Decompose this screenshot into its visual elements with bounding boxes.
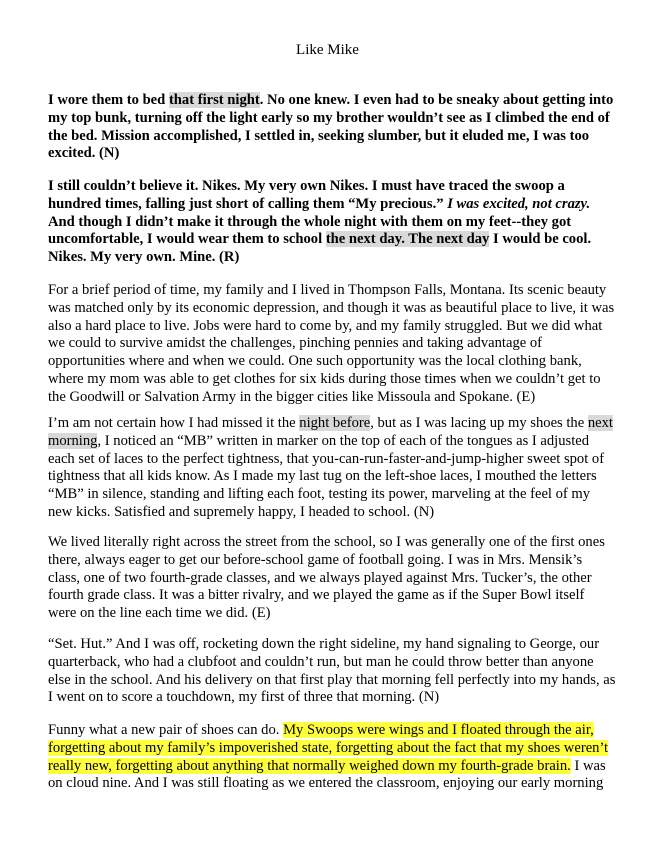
paragraph-3 xyxy=(48,282,614,407)
text-line xyxy=(48,504,614,522)
text-line xyxy=(48,371,614,389)
text-line xyxy=(48,672,614,690)
text-run: excited. (N) xyxy=(48,145,120,162)
text-run: class, one of two fourth-grade classes, and we always played against Mrs. Tucker’s, the other xyxy=(48,569,592,586)
text-run: hundred times, falling just short of calling them “My precious.” xyxy=(48,195,448,212)
text-run: I was xyxy=(570,757,606,774)
text-run: we could to survive amidst the challenges, pinching pennies and taking advantage of xyxy=(48,335,543,352)
text-line xyxy=(48,196,614,214)
text-line xyxy=(48,110,614,128)
text-run: And though I didn’t make it through the whole night with them on my feet--they got xyxy=(48,213,572,230)
text-line xyxy=(48,433,614,451)
text-run: my top bunk, turning off the light early so my brother wouldn’t see as I climbed the end of xyxy=(48,109,610,126)
text-run: “Set. Hut.” And I was off, rocketing down the right sideline, my hand signaling to George, our xyxy=(48,636,600,652)
document-title: Like Mike xyxy=(296,42,359,58)
paragraph-6 xyxy=(48,636,614,707)
text-run: . No one knew. I even had to be sneaky about getting into xyxy=(259,92,614,108)
paragraph-5 xyxy=(48,534,614,623)
gray-highlight: next xyxy=(587,415,613,431)
text-line xyxy=(48,758,614,776)
text-run: fourth grade class. It was a bitter rivalry, and we played the game as if the Super Bowl itself xyxy=(48,587,585,604)
text-run: I wore them to bed xyxy=(48,92,169,108)
yellow-highlight: forgetting about my family’s impoverished state, forgetting about the fact that my shoes weren’t xyxy=(48,739,609,756)
text-run: I still couldn’t believe it. Nikes. My very own Nikes. I must have traced the swoop a xyxy=(48,178,565,194)
text-run: For a brief period of time, my family and I lived in Thompson Falls, Montana. Its scenic beauty xyxy=(48,282,607,298)
text-line xyxy=(48,636,614,654)
text-run: else in the school. And his delivery on that first play that morning fell perfectly into my hands, as xyxy=(48,671,616,688)
text-line xyxy=(48,318,614,336)
text-run: We lived literally right across the street from the school, so I was generally one of the first ones xyxy=(48,534,605,550)
text-run: tightness that all kids know. As I made my last tug on the left-shoe laces, I mouthed the letters xyxy=(48,468,597,485)
text-line xyxy=(48,128,614,146)
text-run: where my mom was able to get clothes for six kids during those times when we couldn’t get to xyxy=(48,370,601,387)
text-line xyxy=(48,534,614,552)
text-run: the Goodwill or Salvation Army in the bigger cities like Missoula and Spokane. (E) xyxy=(48,388,536,405)
text-line xyxy=(48,654,614,672)
paragraph-2 xyxy=(48,178,614,267)
paragraph-4 xyxy=(48,415,614,522)
text-run: I would be cool. xyxy=(489,231,592,248)
text-line xyxy=(48,353,614,371)
text-run: uncomfortable, I would wear them to school xyxy=(48,231,326,248)
text-line xyxy=(48,486,614,504)
yellow-highlight: really new, forgetting about anything that normally weighed down my fourth-grade brain. xyxy=(48,757,571,774)
yellow-highlight: My Swoops were wings and I floated through the air, xyxy=(283,722,594,738)
text-line xyxy=(48,214,614,232)
italic-text: I was excited, not crazy. xyxy=(447,195,591,212)
text-run: , but as I was lacing up my shoes the xyxy=(370,415,588,431)
text-line xyxy=(48,92,614,110)
text-line xyxy=(48,231,614,249)
text-line xyxy=(48,570,614,588)
gray-highlight: night before xyxy=(299,415,371,431)
text-run: “MB” in silence, standing and lifting each foot, testing its power, marveling at the feel of my xyxy=(48,486,591,503)
text-line xyxy=(48,249,614,267)
text-run: new kicks. Satisfied and supremely happy, I headed to school. (N) xyxy=(48,503,435,520)
text-line xyxy=(48,389,614,407)
paragraph-7 xyxy=(48,722,614,793)
text-run: Nikes. My very own. Mine. (R) xyxy=(48,249,240,266)
text-line xyxy=(48,775,614,793)
text-run: there, always eager to get our before-school game of football going. I was in Mrs. Mensik’s xyxy=(48,551,583,568)
gray-highlight: the next day. The next day xyxy=(325,231,490,248)
text-line xyxy=(48,451,614,469)
text-run: on cloud nine. And I was still floating as we entered the classroom, enjoying our early morning xyxy=(48,775,604,792)
gray-highlight: that first night xyxy=(168,92,260,108)
gray-highlight: morning xyxy=(48,432,98,449)
text-run: each set of laces to the perfect tightness, that you-can-run-faster-and-jump-higher sweet spot of xyxy=(48,450,605,467)
text-run: was matched only by its economic depression, and though it was as beautiful place to live, it was xyxy=(48,299,615,316)
text-line xyxy=(48,145,614,163)
text-run: Funny what a new pair of shoes can do. xyxy=(48,722,284,738)
text-line xyxy=(48,689,614,707)
text-run: opportunities where and when we could. One such opportunity was the local clothing bank, xyxy=(48,353,582,370)
text-line xyxy=(48,468,614,486)
paragraph-1 xyxy=(48,92,614,163)
text-run: I went on to score a touchdown, my first of three that morning. (N) xyxy=(48,689,440,706)
text-run: quarterback, who had a clubfoot and couldn’t run, but man he could throw better than anyone xyxy=(48,653,594,670)
text-line xyxy=(48,415,614,433)
text-line xyxy=(48,282,614,300)
text-line xyxy=(48,335,614,353)
text-line xyxy=(48,740,614,758)
text-run: the bed. Mission accomplished, I settled in, seeking slumber, but it eluded me, I was too xyxy=(48,127,590,144)
text-line xyxy=(48,587,614,605)
text-run: were on the line each time we did. (E) xyxy=(48,605,271,622)
text-line xyxy=(48,722,614,740)
text-line xyxy=(48,178,614,196)
text-run: , I noticed an “MB” written in marker on the top of each of the tongues as I adjusted xyxy=(97,432,590,449)
text-line xyxy=(48,552,614,570)
text-line xyxy=(48,605,614,623)
text-run: I’m am not certain how I had missed it the xyxy=(48,415,300,431)
text-run: also a hard place to live. Jobs were hard to come by, and my family struggled. But we did what xyxy=(48,317,603,334)
text-line xyxy=(48,300,614,318)
